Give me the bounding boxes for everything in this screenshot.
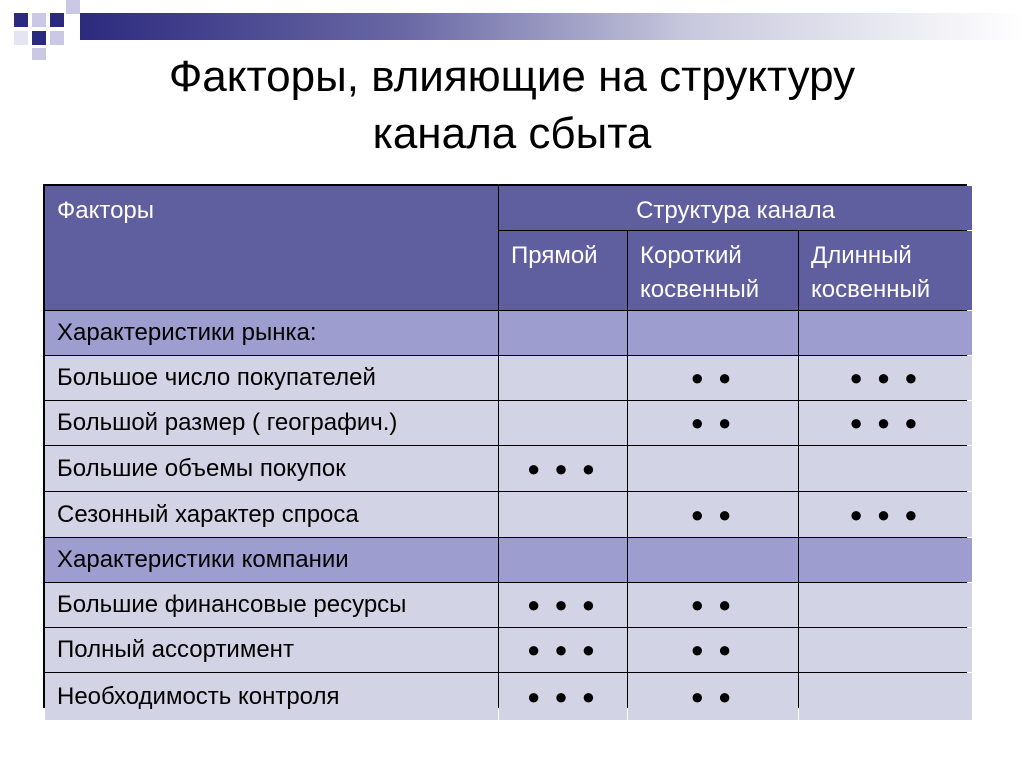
- table-cell: [799, 628, 972, 672]
- table-cell: [499, 356, 627, 400]
- table-cell: [499, 538, 627, 582]
- row-label: Большие объемы покупок: [45, 446, 498, 491]
- column-header-direct: Прямой: [499, 231, 627, 310]
- structure-column-header: Структура канала: [499, 186, 972, 230]
- table-cell: [799, 583, 972, 627]
- section-label-market: Характеристики рынка:: [45, 311, 498, 355]
- table-cell: ● ●: [628, 401, 798, 445]
- deco-square: [14, 31, 28, 45]
- table-cell: ● ●: [628, 628, 798, 672]
- table-cell: ● ● ●: [499, 628, 627, 672]
- table-cell: [799, 673, 972, 720]
- table-cell: ● ● ●: [499, 583, 627, 627]
- column-header-short-indirect: Короткий косвенный: [628, 231, 798, 310]
- table-cell: ● ● ●: [799, 356, 972, 400]
- table-cell: [628, 311, 798, 355]
- row-label: Большие финансовые ресурсы: [45, 583, 498, 627]
- row-label: Полный ассортимент: [45, 628, 498, 672]
- factors-column-header: Факторы: [45, 186, 498, 310]
- table-cell: [628, 446, 798, 491]
- slide-title-line-1: Факторы, влияющие на структуру: [168, 52, 856, 101]
- deco-square: [32, 31, 46, 45]
- table-cell: [499, 492, 627, 537]
- table-cell: ● ● ●: [799, 401, 972, 445]
- row-label: Необходимость контроля: [45, 673, 498, 720]
- table-cell: [799, 311, 972, 355]
- table-cell: ● ●: [628, 356, 798, 400]
- column-header-long-indirect: Длинный косвенный: [799, 231, 972, 310]
- table-cell: [499, 311, 627, 355]
- table-cell: ● ●: [628, 492, 798, 537]
- table-cell: [499, 401, 627, 445]
- table-cell: ● ● ●: [799, 492, 972, 537]
- slide-title: [0, 48, 1024, 162]
- deco-square: [32, 13, 46, 27]
- section-label-company: Характеристики компании: [45, 538, 498, 582]
- slide-title-line-2: канала сбыта: [372, 109, 652, 158]
- row-label: Большое число покупателей: [45, 356, 498, 400]
- header-bar: [80, 13, 1024, 40]
- deco-square: [50, 13, 64, 27]
- table-cell: [799, 538, 972, 582]
- row-label: Большой размер ( географич.): [45, 401, 498, 445]
- deco-square: [66, 0, 80, 14]
- table-cell: ● ●: [628, 583, 798, 627]
- table-cell: [628, 538, 798, 582]
- channel-structure-table: [43, 184, 967, 708]
- table-cell: ● ● ●: [499, 673, 627, 720]
- deco-square: [50, 31, 64, 45]
- row-label: Сезонный характер спроса: [45, 492, 498, 537]
- deco-square: [14, 13, 28, 27]
- table-cell: ● ● ●: [499, 446, 627, 491]
- table-cell: [799, 446, 972, 491]
- table-cell: ● ●: [628, 673, 798, 720]
